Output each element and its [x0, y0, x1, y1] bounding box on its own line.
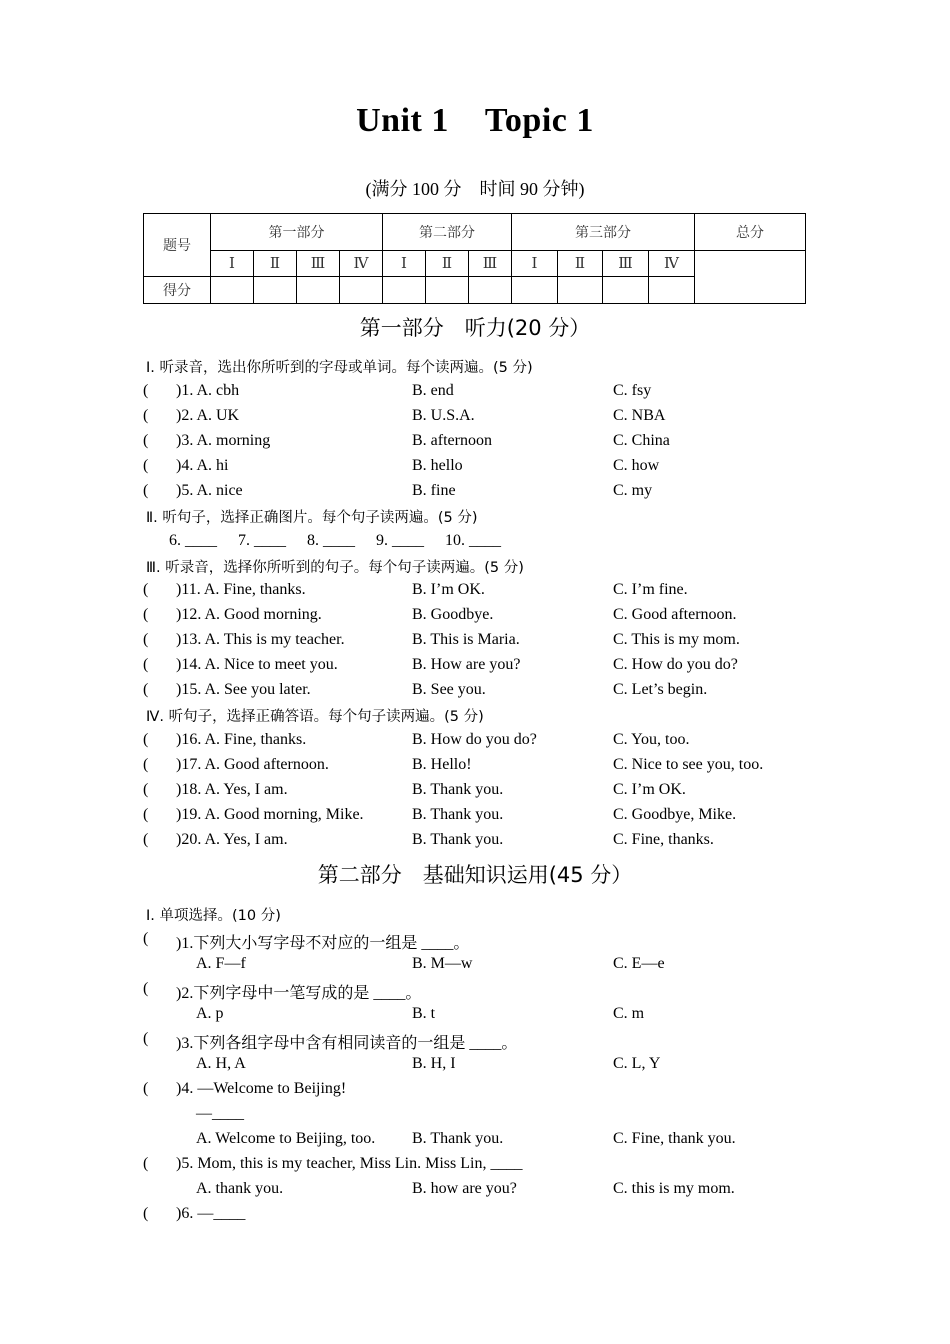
score-cell[interactable]	[603, 277, 649, 304]
header-question-number: 题号	[144, 214, 211, 277]
question-options: A. p B. t C. m	[196, 1005, 645, 1022]
list-item: ( )3. A. morning B. afternoon C. China	[143, 432, 670, 449]
col-part2-1: Ⅰ	[383, 250, 426, 277]
page-title	[0, 102, 950, 140]
section2-heading: 第二部分 基础知识运用(45 分）	[317, 863, 633, 887]
question-stem: ( )6. —____	[143, 1205, 246, 1222]
score-cell[interactable]	[512, 277, 558, 304]
header-part3: 第三部分	[512, 214, 695, 251]
list-item: ( )13. A. This is my teacher. B. This is Maria. C. This is my mom.	[143, 631, 740, 648]
question-stem: ( )2.下列字母中一笔写成的是 ____。	[143, 980, 422, 1002]
list-item: ( )18. A. Yes, I am. B. Thank you. C. I’m OK.	[143, 781, 686, 798]
question-stem: ( )3.下列各组字母中含有相同读音的一组是 ____。	[143, 1030, 518, 1052]
s1-part3-heading: Ⅲ. 听录音，选择你所听到的句子。每个句子读两遍。(5 分)	[146, 560, 524, 576]
question-stem: ( )5. Mom, this is my teacher, Miss Lin. Miss Lin, ____	[143, 1155, 523, 1172]
score-cell[interactable]	[469, 277, 512, 304]
s1-part2-heading: Ⅱ. 听句子，选择正确图片。每个句子读两遍。(5 分)	[146, 510, 478, 526]
col-part1-4: Ⅳ	[340, 250, 383, 277]
col-part1-3: Ⅲ	[297, 250, 340, 277]
score-cell[interactable]	[340, 277, 383, 304]
list-item: ( )15. A. See you later. B. See you. C. Let’s begin.	[143, 681, 708, 698]
col-part2-2: Ⅱ	[426, 250, 469, 277]
question-options: A. F—f B. M—w C. E—e	[196, 955, 665, 972]
title-topic: Topic 1	[484, 102, 594, 139]
question-options: A. H, A B. H, I C. L, Y	[196, 1055, 661, 1072]
score-cell[interactable]	[649, 277, 695, 304]
answer-blank[interactable]: 9. ____	[376, 532, 424, 549]
list-item: ( )5. A. nice B. fine C. my	[143, 482, 653, 499]
title-unit: Unit 1	[356, 102, 449, 139]
list-item: ( )12. A. Good morning. B. Goodbye. C. Good afternoon.	[143, 606, 737, 623]
list-item: ( )11. A. Fine, thanks. B. I’m OK. C. I’m fine.	[143, 581, 688, 598]
col-part3-1: Ⅰ	[512, 250, 558, 277]
question-options: A. Welcome to Beijing, too. B. Thank you. C. Fine, thank you.	[196, 1130, 736, 1147]
question-stem: ( )1.下列大小写字母不对应的一组是 ____。	[143, 930, 470, 952]
answer-blank[interactable]: 6. ____	[169, 532, 217, 549]
question-reply: —____	[196, 1105, 244, 1122]
list-item: ( )17. A. Good afternoon. B. Hello! C. Nice to see you, too.	[143, 756, 764, 773]
score-table	[143, 213, 806, 304]
list-item: ( )4. A. hi B. hello C. how	[143, 457, 660, 474]
list-item: ( )16. A. Fine, thanks. B. How do you do? C. You, too.	[143, 731, 690, 748]
col-part1-1: Ⅰ	[211, 250, 254, 277]
section1-heading: 第一部分 听力(20 分）	[359, 316, 591, 340]
score-cell[interactable]	[211, 277, 254, 304]
s1-part1-heading: Ⅰ. 听录音，选出你所听到的字母或单词。每个读两遍。(5 分)	[146, 360, 533, 376]
list-item: ( )1. A. cbh B. end C. fsy	[143, 382, 652, 399]
header-total: 总分	[695, 214, 806, 251]
col-part3-2: Ⅱ	[558, 250, 603, 277]
question-options: A. thank you. B. how are you? C. this is my mom.	[196, 1180, 735, 1197]
answer-blanks	[169, 532, 522, 550]
s2-part1-heading: Ⅰ. 单项选择。(10 分)	[146, 908, 281, 924]
score-cell[interactable]	[297, 277, 340, 304]
row-label-score: 得分	[144, 277, 211, 304]
total-score-cell[interactable]	[695, 250, 806, 303]
list-item: ( )14. A. Nice to meet you. B. How are you? C. How do you do?	[143, 656, 738, 673]
answer-blank[interactable]: 10. ____	[445, 532, 501, 549]
score-cell[interactable]	[383, 277, 426, 304]
header-part1: 第一部分	[211, 214, 383, 251]
page-subtitle: (满分 100 分 时间 90 分钟)	[365, 179, 585, 199]
score-cell[interactable]	[254, 277, 297, 304]
answer-blank[interactable]: 7. ____	[238, 532, 286, 549]
col-part3-4: Ⅳ	[649, 250, 695, 277]
score-cell[interactable]	[558, 277, 603, 304]
col-part1-2: Ⅱ	[254, 250, 297, 277]
col-part3-3: Ⅲ	[603, 250, 649, 277]
list-item: ( )20. A. Yes, I am. B. Thank you. C. Fine, thanks.	[143, 831, 714, 848]
s1-part4-heading: Ⅳ. 听句子，选择正确答语。每个句子读两遍。(5 分)	[146, 709, 484, 725]
score-cell[interactable]	[426, 277, 469, 304]
list-item: ( )19. A. Good morning, Mike. B. Thank you. C. Goodbye, Mike.	[143, 806, 737, 823]
question-stem: ( )4. —Welcome to Beijing!	[143, 1080, 347, 1097]
answer-blank[interactable]: 8. ____	[307, 532, 355, 549]
header-part2: 第二部分	[383, 214, 512, 251]
list-item: ( )2. A. UK B. U.S.A. C. NBA	[143, 407, 666, 424]
col-part2-3: Ⅲ	[469, 250, 512, 277]
